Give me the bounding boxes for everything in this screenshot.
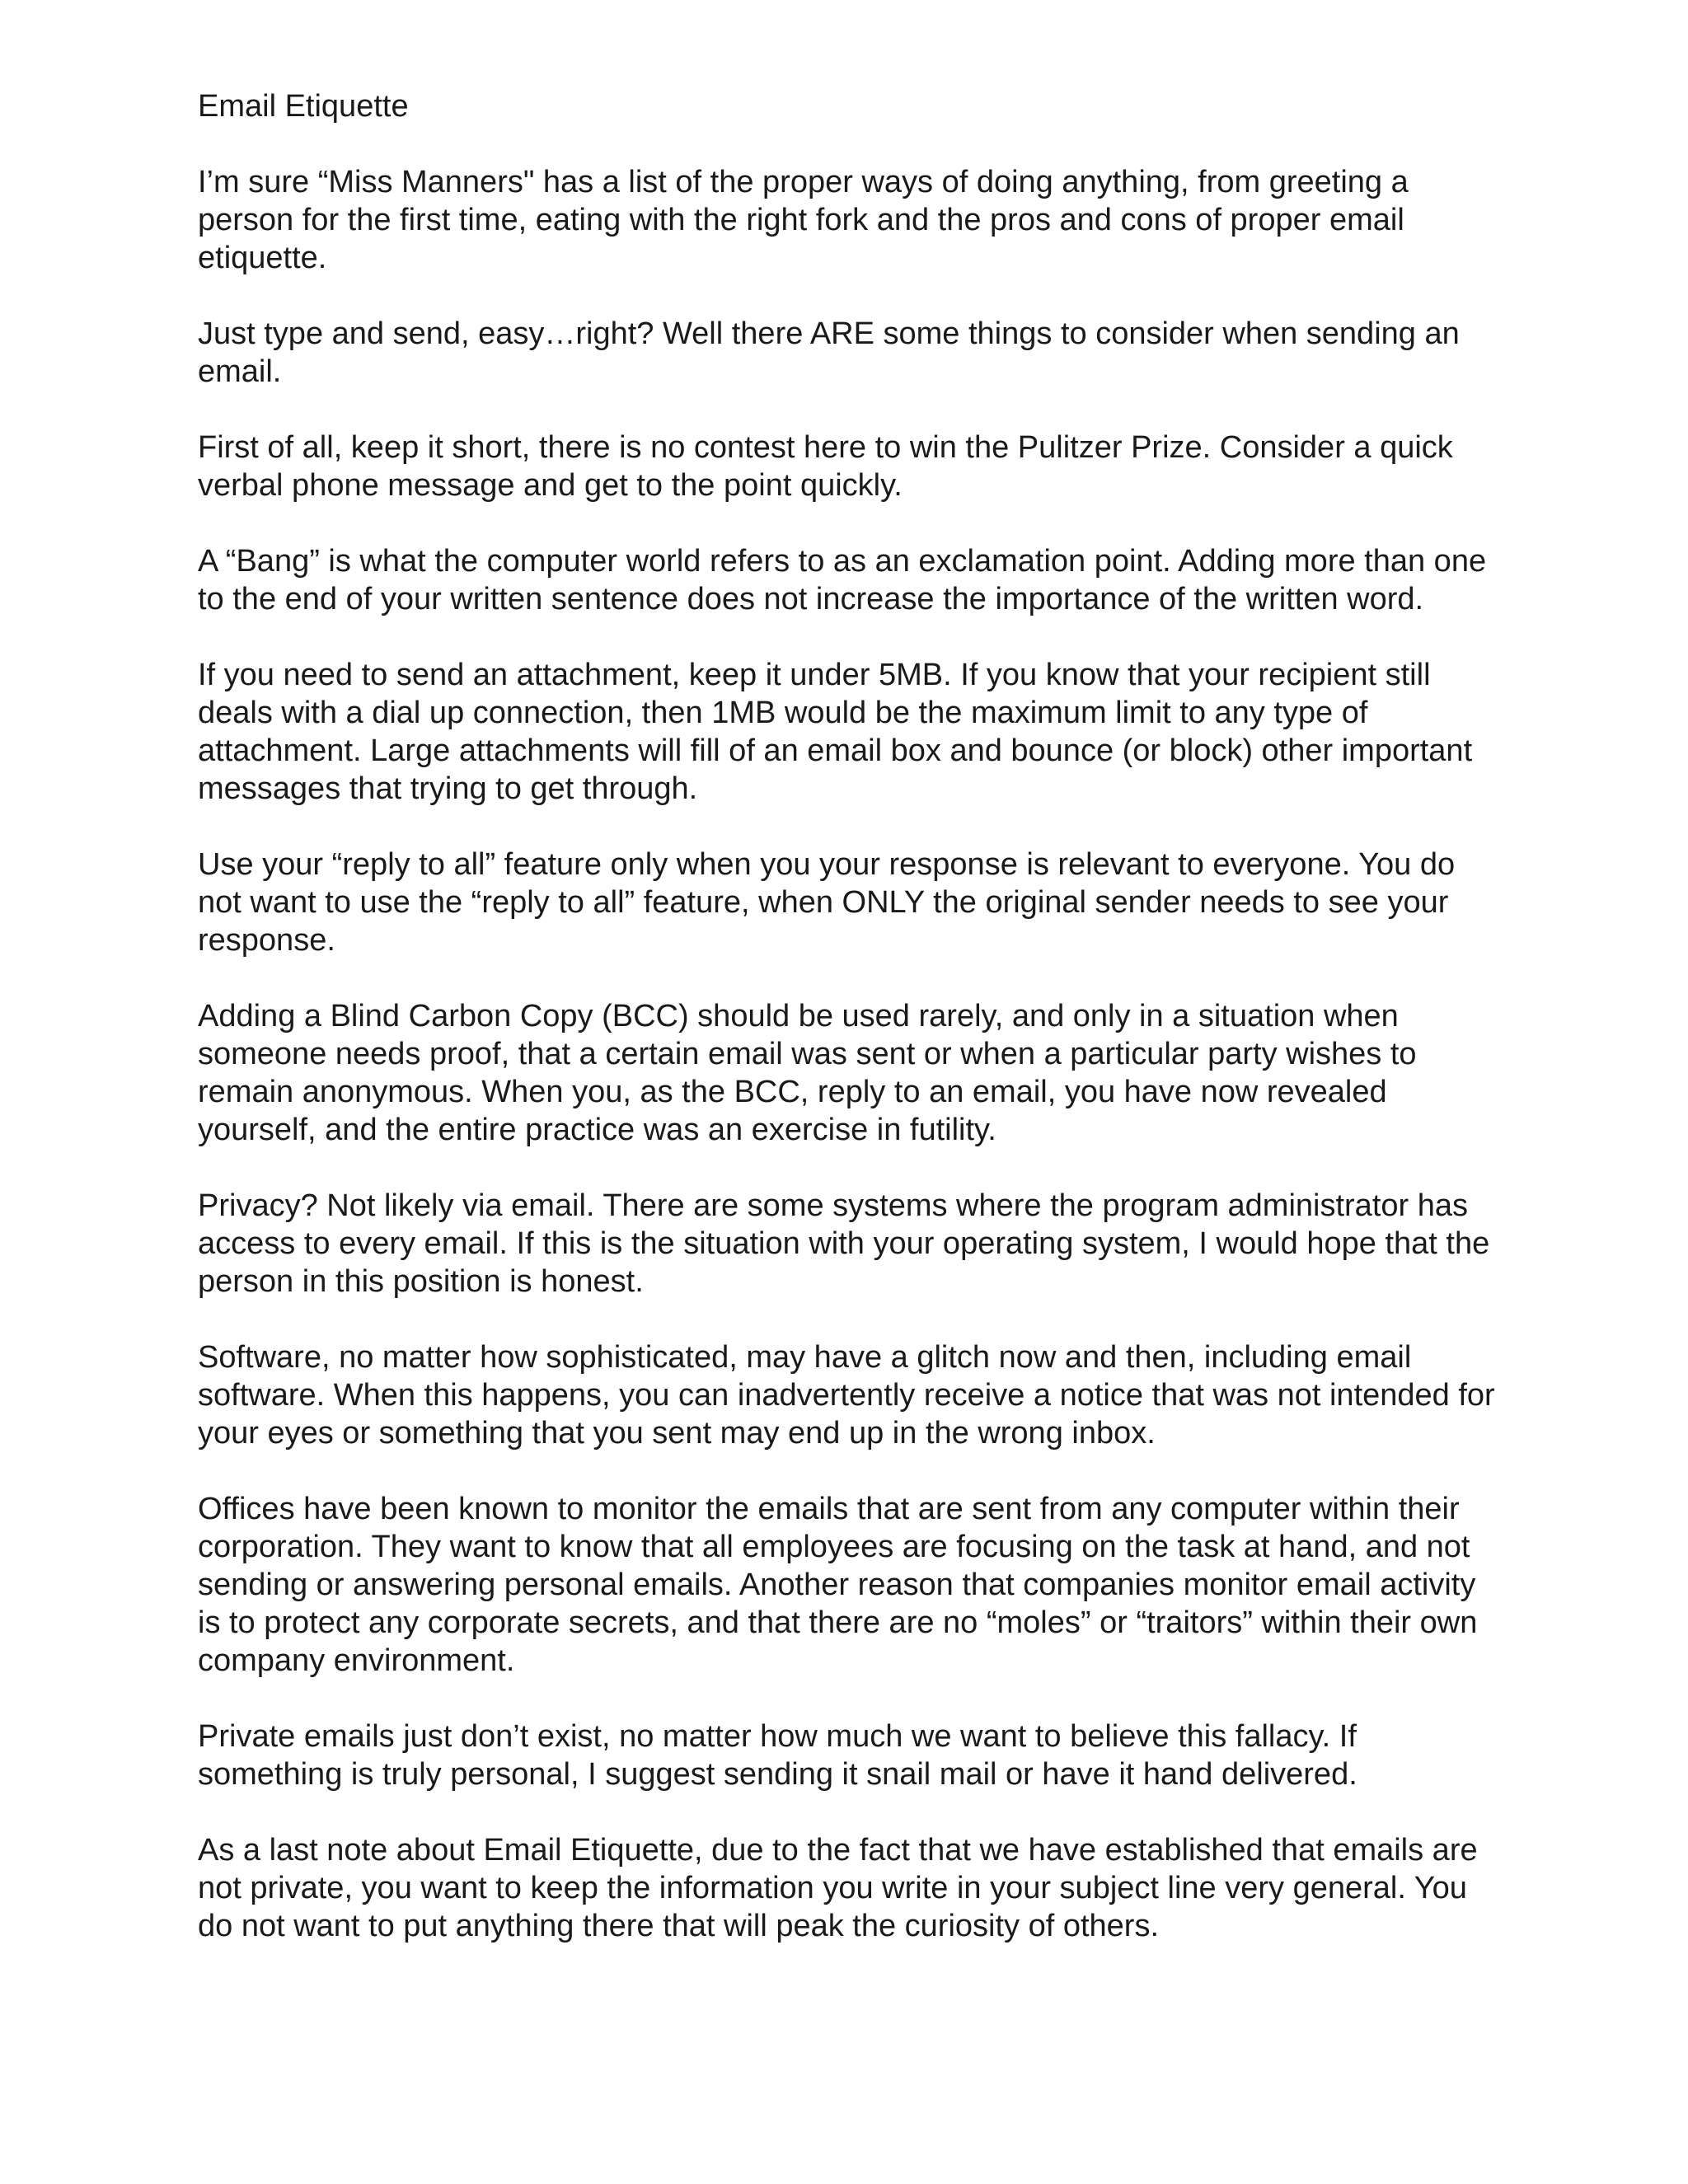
paragraph: Just type and send, easy…right? Well there ARE some things to consider when sending an email. [198, 316, 1460, 389]
document-body [198, 87, 1500, 1983]
paragraph: I’m sure “Miss Manners" has a list of the proper ways of doing anything, from greeting a person for the first time, eating with the right fork and the pros and cons of proper email etiquette. [198, 165, 1409, 275]
paragraph: As a last note about Email Etiquette, due to the fact that we have established that emails are not private, you want to keep the information you write in your subject line very general. You do not want to put anything there that will peak the curiosity of others. [198, 1833, 1478, 1943]
document-title: Email Etiquette [198, 89, 409, 124]
paragraph: Software, no matter how sophisticated, may have a glitch now and then, including email software. When this happens, you can inadvertently receive a notice that was not intended for your eyes or something that you sent may end up in the wrong inbox. [198, 1340, 1495, 1451]
paragraph: Privacy? Not likely via email. There are some systems where the program administrator has access to every email. If this is the situation with your operating system, I would hope that the person in this position is honest. [198, 1188, 1490, 1299]
paragraph: Offices have been known to monitor the emails that are sent from any computer within their corporation. They want to know that all employees are focusing on the task at hand, and not sending or answering personal emails. Another reason that companies monitor email activity is to protect any corporate secrets, and that there are no “moles” or “traitors” within their own company environment. [198, 1492, 1478, 1678]
paragraph: A “Bang” is what the computer world refers to as an exclamation point. Adding more than one to the end of your written sentence does not increase the importance of the written word. [198, 544, 1487, 616]
paragraph: Adding a Blind Carbon Copy (BCC) should be used rarely, and only in a situation when someone needs proof, that a certain email was sent or when a particular party wishes to remain anonymous. When you, as the BCC, reply to an email, you have now revealed yourself, and the entire practice was an exercise in futility. [198, 999, 1417, 1147]
paragraph: If you need to send an attachment, keep it under 5MB. If you know that your recipient still deals with a dial up connection, then 1MB would be the maximum limit to any type of attachment. Large attachments will fill of an email box and bounce (or block) other important messages that trying to get through. [198, 658, 1473, 806]
paragraph: First of all, keep it short, there is no contest here to win the Pulitzer Prize. Consider a quick verbal phone message and get to the point quickly. [198, 430, 1453, 503]
paragraph: Use your “reply to all” feature only when you your response is relevant to everyone. You do not want to use the “reply to all” feature, when ONLY the original sender needs to see your response. [198, 847, 1456, 958]
paragraph: Private emails just don’t exist, no matter how much we want to believe this fallacy. If something is truly personal, I suggest sending it snail mail or have it hand delivered. [198, 1719, 1357, 1792]
